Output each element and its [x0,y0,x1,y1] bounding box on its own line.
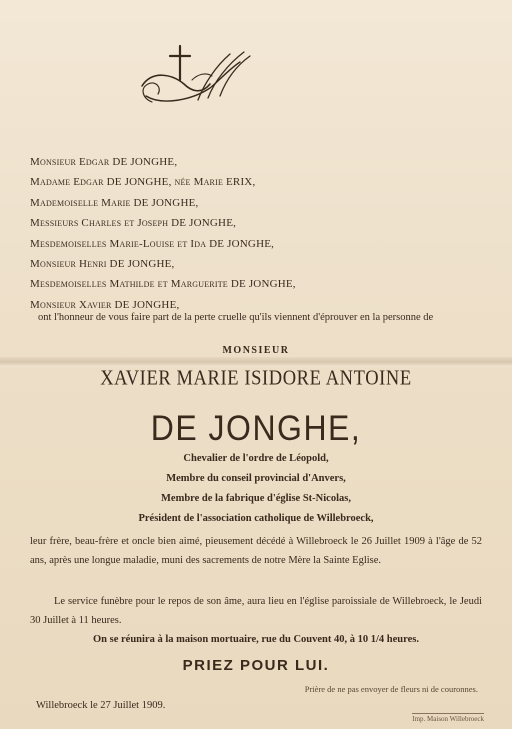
family-member: Monsieur Edgar DE JONGHE, [30,156,178,168]
deceased-surname: DE JONGHE, [150,408,362,448]
prayer-request: PRIEZ POUR LUI. [182,657,330,674]
family-member: Monsieur Xavier DE JONGHE, [30,298,180,311]
title-line: Membre de la fabrique d'église St-Nicolas, [161,493,351,504]
title-line: Membre du conseil provincial d'Anvers, [166,473,346,484]
service-notice: Le service funèbre pour le repos de son âme, aura lieu en l'église paroissiale de Willebroeck, le Jeudi 30 Juillet à 11 heures. [30,596,482,626]
title-line: Chevalier de l'ordre de Léopold, [183,453,329,464]
printer-mark: Imp. Maison Willebroeck [412,715,484,723]
cross-monogram-emblem [132,40,262,118]
family-member: Monsieur Henri DE JONGHE, [30,258,175,271]
flowers-note: Prière de ne pas envoyer de fleurs ni de couronnes. [304,684,478,694]
family-member: Madame Edgar DE JONGHE, née Marie ERIX, [30,176,256,189]
deceased-given-names: XAVIER MARIE ISIDORE ANTOINE [100,367,412,391]
family-member: Mademoiselle Marie DE JONGHE, [30,196,199,209]
place-date: Willebroeck le 27 Juillet 1909. [36,700,166,711]
announcement-text: ont l'honneur de vous faire part de la perte cruelle qu'ils viennent d'éprouver en la personne de [38,312,434,323]
family-member: Mesdemoiselles Marie-Louise et Ida DE JONGHE, [30,237,275,250]
meeting-notice: On se réunira à la maison mortuaire, rue du Couvent 40, à 10 1/4 heures. [93,634,419,645]
death-notice: leur frère, beau-frère et oncle bien aimé, pieusement décédé à Willebroeck le 26 Juillet 1909 à l'âge de 52 ans, après une longue maladie, muni des sacrements de notre Mère la Sainte Eglise. [30,536,482,566]
family-member: Mesdemoiselles Mathilde et Marguerite DE JONGHE, [30,278,296,291]
title-line: Président de l'association catholique de Willebroeck, [138,513,374,524]
paper-fold [0,357,512,367]
family-member: Messieurs Charles et Joseph DE JONGHE, [30,217,237,230]
family-list [30,152,490,315]
honorific: MONSIEUR [222,345,290,356]
